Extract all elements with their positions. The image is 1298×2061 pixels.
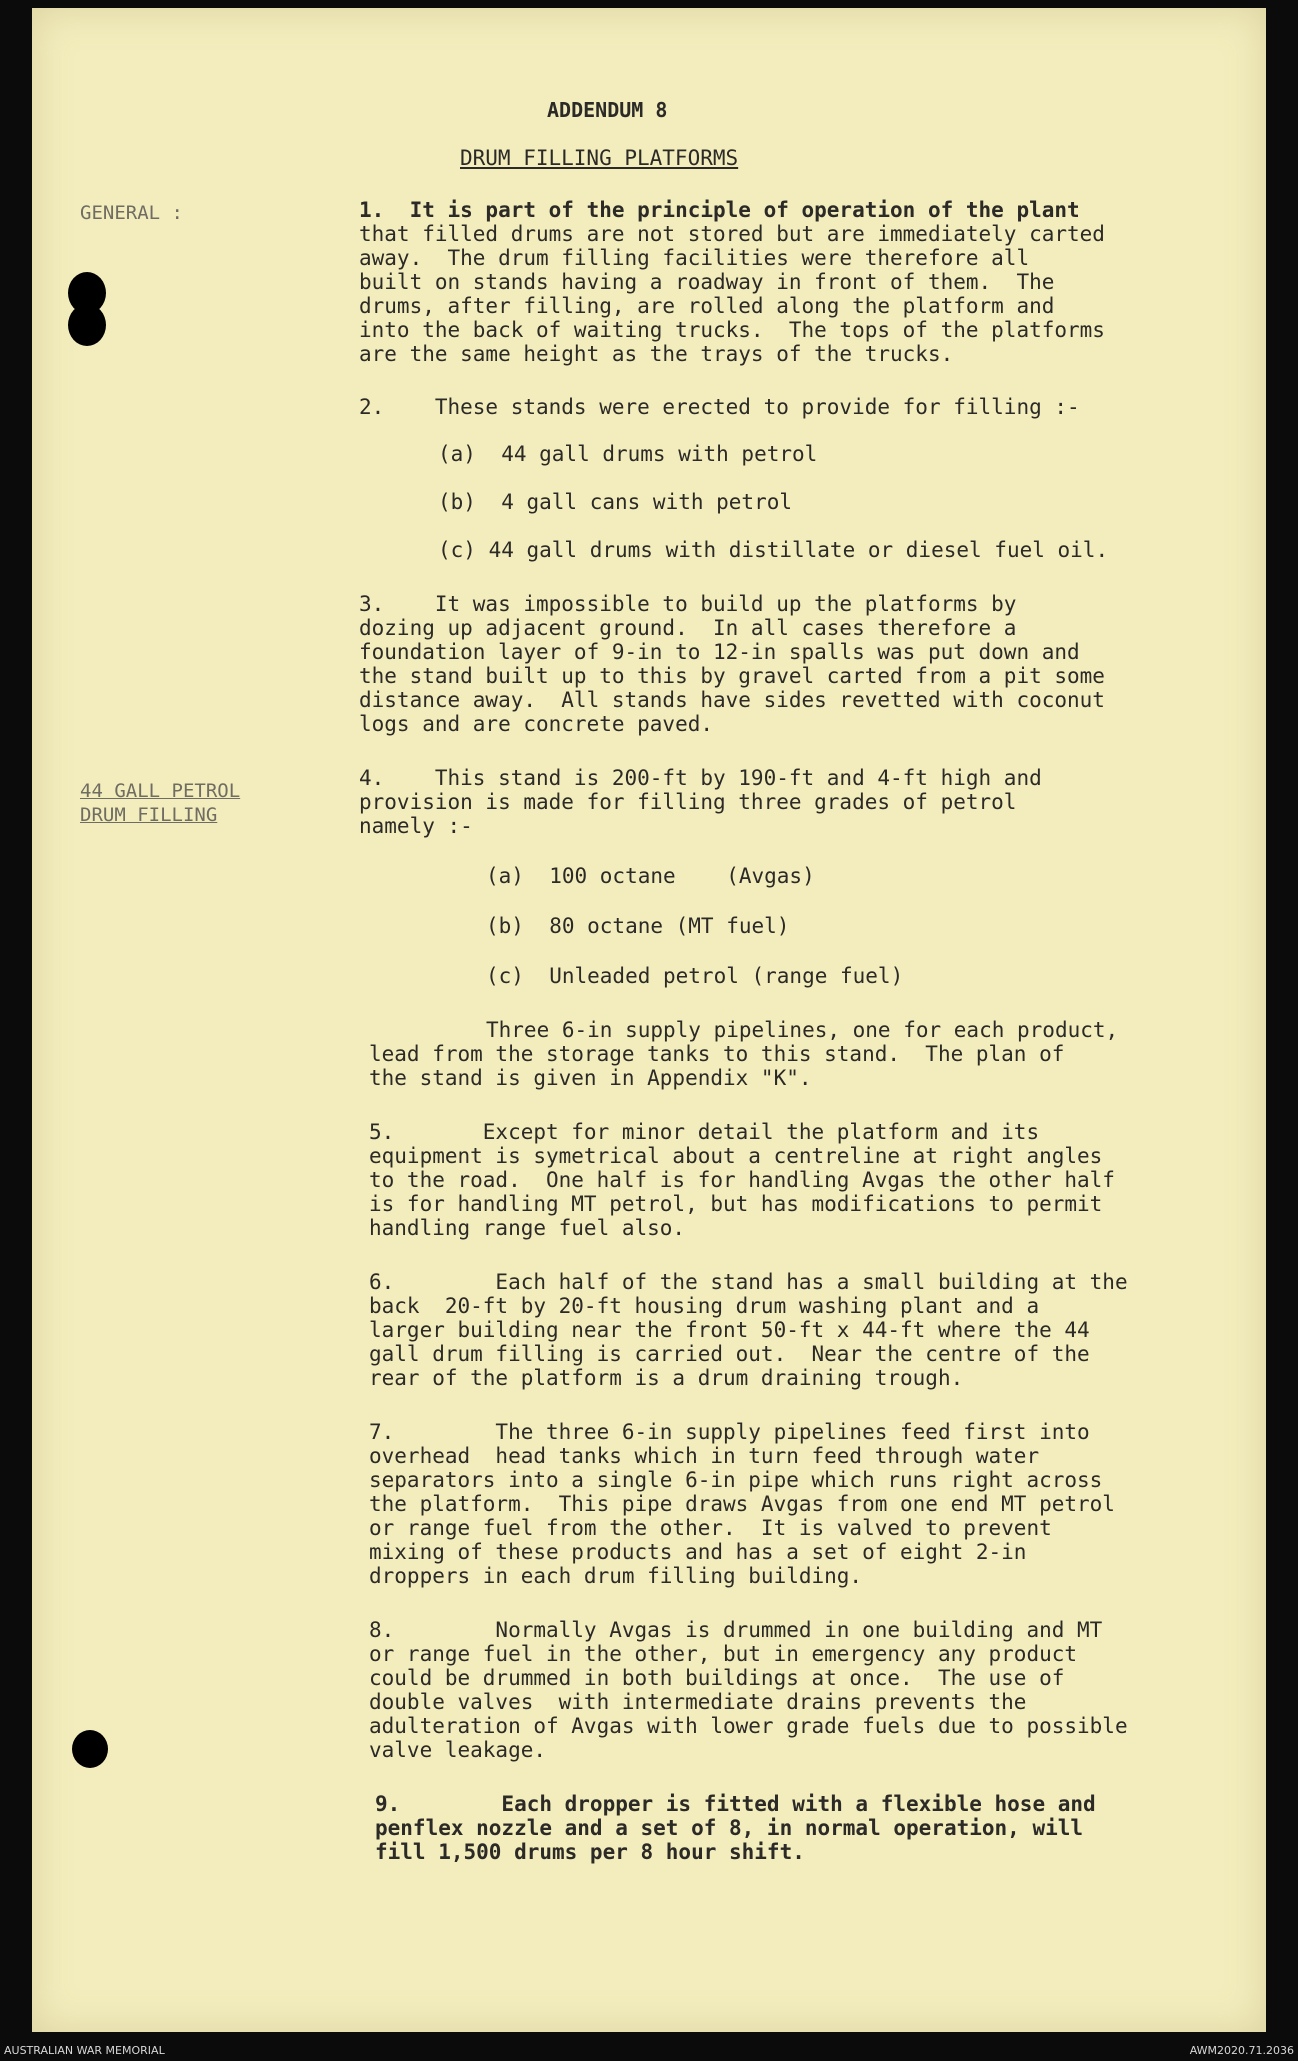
para1-line: built on stands having a roadway in front of them. The — [359, 270, 1055, 294]
para4-line: provision is made for filling three grades of petrol — [359, 790, 1017, 814]
para2-item-c: (c) 44 gall drums with distillate or diesel fuel oil. — [438, 538, 1109, 562]
document-page — [32, 8, 1266, 2032]
para4-line: 4. This stand is 200-ft by 190-ft and 4-ft high and — [359, 766, 1042, 790]
para3-line: the stand built up to this by gravel carted from a pit some — [359, 664, 1105, 688]
para9-line: penflex nozzle and a set of 8, in normal operation, will — [375, 1816, 1084, 1840]
para6-line: rear of the platform is a drum draining trough. — [369, 1366, 964, 1390]
para6-line: 6. Each half of the stand has a small building at the — [369, 1270, 1128, 1294]
para1-line: drums, after filling, are rolled along the platform and — [359, 294, 1055, 318]
para7-line: 7. The three 6-in supply pipelines feed first into — [369, 1420, 1090, 1444]
para6-line: larger building near the front 50-ft x 44-ft where the 44 — [369, 1318, 1090, 1342]
para8-line: adulteration of Avgas with lower grade fuels due to possible — [369, 1714, 1128, 1738]
margin-note-petrol-2: DRUM FILLING — [80, 804, 218, 826]
para7-line: overhead head tanks which in turn feed through water — [369, 1444, 1040, 1468]
para3-line: logs and are concrete paved. — [359, 712, 714, 736]
para5-line: to the road. One half is for handling Avgas the other half — [369, 1168, 1115, 1192]
para7-line: droppers in each drum filling building. — [369, 1564, 863, 1588]
para8-line: or range fuel in the other, but in emergency any product — [369, 1642, 1078, 1666]
para6-line: back 20-ft by 20-ft housing drum washing plant and a — [369, 1294, 1040, 1318]
document-title: DRUM FILLING PLATFORMS — [460, 146, 739, 170]
para9-line: fill 1,500 drums per 8 hour shift. — [375, 1840, 805, 1864]
para7-line: separators into a single 6-in pipe which runs right across — [369, 1468, 1103, 1492]
para4-line: namely :- — [359, 814, 473, 838]
para1-line: 1. It is part of the principle of operation of the plant — [359, 198, 1080, 222]
para4-item-c: (c) Unleaded petrol (range fuel) — [486, 964, 904, 988]
para3-line: foundation layer of 9-in to 12-in spalls was put down and — [359, 640, 1080, 664]
para4-item-b: (b) 80 octane (MT fuel) — [486, 914, 790, 938]
para4-item-a: (a) 100 octane (Avgas) — [486, 864, 815, 888]
para3-line: distance away. All stands have sides revetted with coconut — [359, 688, 1105, 712]
para3-line: 3. It was impossible to build up the platforms by — [359, 592, 1017, 616]
para7-line: or range fuel from the other. It is valved to prevent — [369, 1516, 1052, 1540]
addendum-heading: ADDENDUM 8 — [547, 98, 668, 122]
para5-line: 5. Except for minor detail the platform and its — [369, 1120, 1040, 1144]
para5-line: equipment is symetrical about a centreline at right angles — [369, 1144, 1103, 1168]
para9-line: 9. Each dropper is fitted with a flexible hose and — [375, 1792, 1096, 1816]
para8-line: could be drummed in both buildings at once. The use of — [369, 1666, 1065, 1690]
para1-line: away. The drum filling facilities were therefore all — [359, 246, 1030, 270]
para8-line: double valves with intermediate drains prevents the — [369, 1690, 1027, 1714]
para1-line: are the same height as the trays of the trucks. — [359, 342, 954, 366]
para8-line: 8. Normally Avgas is drummed in one building and MT — [369, 1618, 1103, 1642]
para1-line: that filled drums are not stored but are immediately carted — [359, 222, 1105, 246]
para2-item-b: (b) 4 gall cans with petrol — [438, 490, 793, 514]
para5-line: is for handling MT petrol, but has modifications to permit — [369, 1192, 1103, 1216]
para2-item-a: (a) 44 gall drums with petrol — [438, 442, 818, 466]
para1-line: into the back of waiting trucks. The tops of the platforms — [359, 318, 1105, 342]
paragraph-2: 2. These stands were erected to provide for filling :- — [359, 395, 1080, 419]
para6-line: gall drum filling is carried out. Near the centre of the — [369, 1342, 1090, 1366]
para4b-line: the stand is given in Appendix "K". — [369, 1066, 812, 1090]
footer-accession-number: AWM2020.71.2036 — [1189, 2044, 1294, 2057]
punch-hole-bottom — [72, 1730, 108, 1768]
footer-bar — [0, 2035, 1298, 2061]
margin-note-petrol-1: 44 GALL PETROL — [80, 780, 241, 802]
para3-line: dozing up adjacent ground. In all cases therefore a — [359, 616, 1017, 640]
margin-note-general: GENERAL : — [80, 202, 183, 224]
para7-line: the platform. This pipe draws Avgas from one end MT petrol — [369, 1492, 1115, 1516]
punch-hole-top-lower — [68, 304, 106, 346]
footer-credit: AUSTRALIAN WAR MEMORIAL — [4, 2044, 165, 2057]
para7-line: mixing of these products and has a set of eight 2-in — [369, 1540, 1027, 1564]
para4b-line: Three 6-in supply pipelines, one for each product, — [486, 1018, 1119, 1042]
para5-line: handling range fuel also. — [369, 1216, 686, 1240]
para4b-line: lead from the storage tanks to this stand. The plan of — [369, 1042, 1065, 1066]
para8-line: valve leakage. — [369, 1738, 547, 1762]
